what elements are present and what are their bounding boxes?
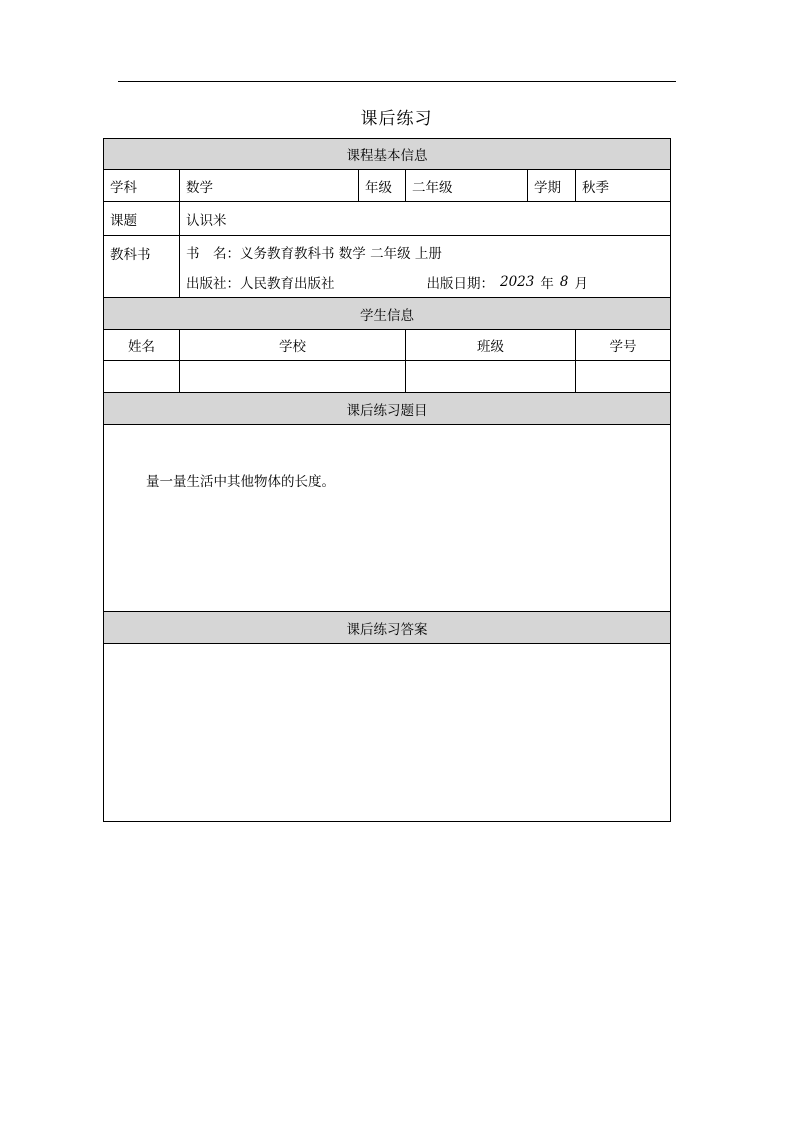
student-school-cell[interactable] [180, 361, 406, 393]
question-text: 量一量生活中其他物体的长度。 [146, 474, 335, 490]
book-name-label: 书 名： [186, 245, 240, 262]
section-answers [104, 612, 671, 644]
term-label: 学期 [528, 170, 576, 202]
textbook-details [180, 236, 671, 298]
textbook-label: 教科书 [104, 236, 180, 298]
student-class-cell[interactable] [406, 361, 576, 393]
section-questions [104, 393, 671, 425]
grade-value: 二年级 [406, 170, 528, 202]
section-title-basic: 课程基本信息 [104, 139, 671, 170]
book-name-line [186, 237, 664, 267]
student-header-row [104, 330, 671, 361]
student-entry-row [104, 361, 671, 393]
subject-value: 数学 [180, 170, 359, 202]
row-topic [104, 202, 671, 236]
pub-year: 2023 [500, 273, 535, 290]
topic-value: 认识米 [180, 202, 671, 236]
answer-cell[interactable] [104, 644, 671, 822]
pub-date-label: 出版日期： [426, 275, 494, 292]
student-id-cell[interactable] [576, 361, 671, 393]
student-name-cell[interactable] [104, 361, 180, 393]
student-header-school: 学校 [180, 330, 406, 361]
section-student-info [104, 298, 671, 330]
topic-label: 课题 [104, 202, 180, 236]
question-row [104, 425, 671, 612]
answer-row [104, 644, 671, 822]
student-header-id: 学号 [576, 330, 671, 361]
grade-label: 年级 [359, 170, 406, 202]
month-char: 月 [574, 275, 588, 292]
pub-month: 8 [559, 273, 569, 290]
document-title: 课后练习 [360, 109, 433, 129]
section-title-questions: 课后练习题目 [104, 393, 671, 425]
term-value: 秋季 [576, 170, 671, 202]
question-cell [104, 425, 671, 612]
student-header-class: 班级 [406, 330, 576, 361]
worksheet-table [103, 138, 671, 822]
year-char: 年 [540, 275, 554, 292]
row-subject-grade-term [104, 170, 671, 202]
book-name-value: 义务教育教科书 数学 二年级 上册 [240, 245, 442, 262]
publisher-value: 人民教育出版社 [240, 275, 335, 292]
row-textbook [104, 236, 671, 298]
section-title-student: 学生信息 [104, 298, 671, 330]
section-basic-info [104, 139, 671, 170]
section-title-answers: 课后练习答案 [104, 612, 671, 644]
subject-label: 学科 [104, 170, 180, 202]
student-header-name: 姓名 [104, 330, 180, 361]
publisher-line [186, 267, 664, 297]
publisher-label: 出版社： [186, 275, 240, 292]
header-rule [118, 81, 676, 82]
